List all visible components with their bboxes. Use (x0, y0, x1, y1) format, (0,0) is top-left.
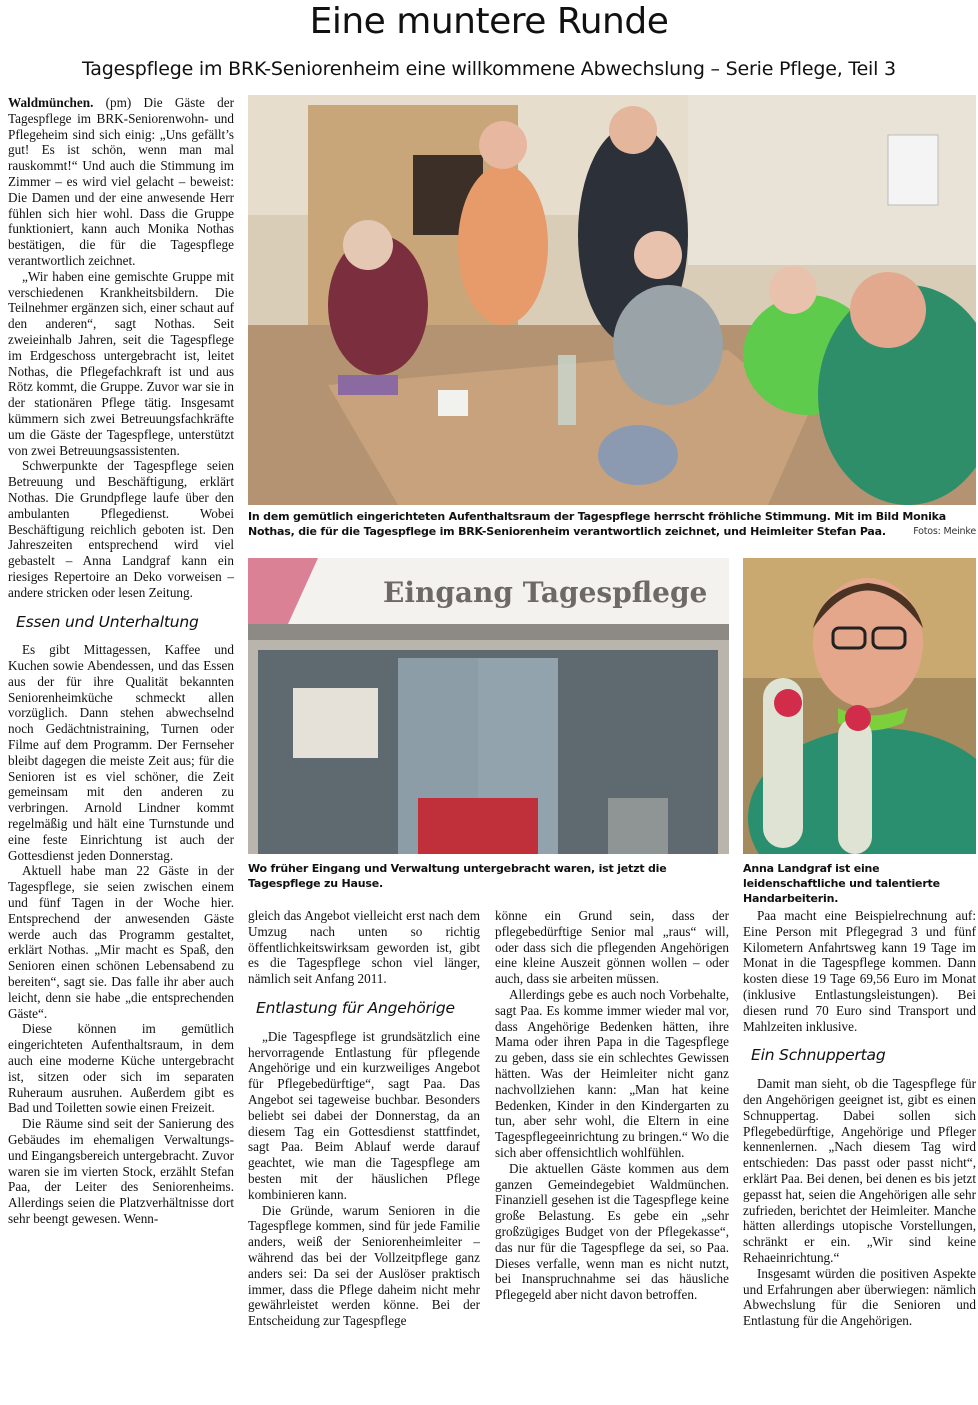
paragraph: „Wir haben eine gemischte Gruppe mit verschiedenen Krankheitsbildern. Die Teilnehmer ergänzen sich, einer schaut auf den anderen“, sagt Nothas. Seit zweieinhalb Jahren, seit die Tagespflege im Erdgeschoss untergebracht ist, leitet Nothas, die Pflegefachkraft ist und aus Rötz kommt, die Gruppe. Zuvor war sie in der stationären Pflege tätig. Insgesamt kümmern sich zwei Betreuungsfachkräfte um die Gäste der Tagespflege, unterstützt von zwei Betreuungsassistenten. (8, 268, 234, 458)
subheadline: Tagespflege im BRK-Seniorenheim eine willkommene Abwechslung – Serie Pflege, Teil 3 (82, 58, 896, 80)
paragraph: gleich das Angebot vielleicht erst nach dem Umzug nach unten so richtig öffentlichkeitswirksam geworden ist, gibt es die Tagespflege schon viel länger, nämlich seit Anfang 2011. (248, 908, 480, 987)
paragraph: Die Räume sind seit der Sanierung des Gebäudes im ehemaligen Verwaltungs- und Eingangsbereich untergebracht. Zuvor waren sie im vierten Stock, erzählt Stefan Paa, der Leiter des Seniorenheims. Allerdings seien die Platzverhältnisse dort sehr beengt gewesen. Wenn- (8, 1116, 234, 1226)
main-photo-caption: In dem gemütlich eingerichteten Aufenthaltsraum der Tagespflege herrscht fröhliche Stimmung. Mit im Bild Monika Nothas, die für die Tagespflege im BRK-Seniorenheim verantwortlich zeichnet, und Heimleiter Stefan Paa. Fotos: Meinke (248, 510, 976, 538)
article-column-3 (495, 908, 729, 1303)
paragraph: Damit man sieht, ob die Tagespflege für den Angehörigen geeignet ist, gibt es einen Schnuppertag. Dabei sollen sich Pflegebedürftige, Angehörige und Pfleger kennenlernen. „Nach diesem Tag wird entschieden: Das passt oder passt nicht“, erklärt Paa. Bei denen, bei denen es bis jetzt gepasst hat, seien die Angehörigen alle sehr zufrieden, berichtet der Heimleiter. Manche hätten allerdings utopische Vorstellungen, schränkt er ein. „Wir sind keine Rehaeinrichtung.“ (743, 1076, 976, 1265)
section-heading: Ein Schnuppertag (751, 1046, 886, 1065)
paragraph: Es gibt Mittagessen, Kaffee und Kuchen sowie Abendessen, und das Essen aus der für ihre Qualität bekannten Seniorenheimküche schmeckt allen vorzüglich. Dann stehen abwechselnd noch Gedächtnistraining, Turnen oder Filme auf dem Programm. Der Fernseher bleibt dagegen die meiste Zeit aus; für die Senioren ist es viel schöner, die Zeit gemeinsam mit den anderen zu verbringen. Arnold Lindner kommt regelmäßig und hält eine Turnstunde und eine feste Einrichtung ist auch der Gottesdienst jeden Donnerstag. (8, 642, 234, 863)
photo-entrance (248, 558, 729, 854)
article-column-1 (8, 95, 234, 1227)
article-column-4 (743, 908, 976, 1329)
photo-day-room (248, 95, 976, 505)
section-heading: Entlastung für Angehörige (256, 998, 455, 1017)
portrait-photo-caption: Anna Landgraf ist eine leidenschaftliche und talentierte Handarbeiterin. (743, 862, 940, 905)
photo-portrait-illustration (743, 558, 976, 854)
dateline: Waldmünchen. (8, 95, 94, 110)
paragraph: Schwerpunkte der Tagespflege seien Betreuung und Beschäftigung, erklärt Nothas. Die Grundpflege laufe über den ambulanten Pflegedienst. Wobei Beschäftigung reichlich geboten ist. Den Jahreszeiten entsprechend wird viel gebastelt – Anna Landgraf kann ein riesiges Repertoire an Deko vorweisen – andere stricken oder lesen Zeitung. (8, 458, 234, 600)
photo-entrance-illustration (248, 558, 729, 854)
entrance-sign-text: Eingang Tagespflege (383, 576, 708, 609)
paragraph: Insgesamt würden die positiven Aspekte und Erfahrungen aber überwiegen: nämlich Abwechslung für die Senioren und Entlastung für die Angehörigen. (743, 1265, 976, 1329)
section-heading: Essen und Unterhaltung (16, 612, 199, 631)
paragraph: Waldmünchen. (pm) Die Gäste der Tagespflege im BRK-Seniorenwohn- und Pflegeheim sind sich einig: „Uns gefällt’s gut! Es ist schön, wenn man mal rauskommt!“ Und auch die Stimmung im Zimmer – es wird viel gelacht – beweist: Die Damen und der eine anwesende Herr fühlen sich hier wohl. Dass die Gruppe funktioniert, kann auch Monika Nothas bestätigen, die für die Tagespflege verantwortlich zeichnet. (8, 95, 234, 268)
photo-portrait (743, 558, 976, 854)
paragraph: Diese können im gemütlich eingerichteten Aufenthaltsraum, in dem auch eine moderne Küche untergebracht ist, sitzen oder sich im separaten Ruheraum ausruhen. Außerdem gibt es Bad und Toiletten sowie einen Freizeit. (8, 1021, 234, 1116)
entrance-photo-caption: Wo früher Eingang und Verwaltung untergebracht waren, ist jetzt die Tagespflege zu Hause. (248, 862, 667, 890)
article-column-2 (248, 908, 480, 1329)
paragraph: könne ein Grund sein, dass der pflegebedürftige Senior mal „raus“ will, oder dass sich die pflegenden Angehörigen eine kleine Auszeit gönnen wollen – oder auch, dass sie arbeiten müssen. (495, 908, 729, 987)
paragraph: Die Gründe, warum Senioren in die Tagespflege kommen, sind für jede Familie anders, weiß der Seniorenheimleiter – während das bei der Vollzeitpflege ganz anders sei: Da sei der Auslöser praktisch immer, dass die Pflege daheim nicht mehr gewährleistet werden könne. Bei der Entscheidung zur Tagespflege (248, 1202, 480, 1329)
paragraph: Allerdings gebe es auch noch Vorbehalte, sagt Paa. Es komme immer wieder mal vor, dass Angehörige Bedenken hätten, ihre Mama oder ihren Papa in die Tagespflege zu geben, dass sie ein schlechtes Gewissen hätten. Was der Heimleiter nicht ganz nachvollziehen kann: „Man hat keine Bedenken, Kinder in den Kindergarten zu tun, aber sehr wohl, die Eltern in eine Tagespflegeeinrichtung zu bringen.“ Wo die sich aber offensichtlich wohlfühlen. (495, 986, 729, 1160)
paragraph: Die aktuellen Gäste kommen aus dem ganzen Gemeindegebiet Waldmünchen. Finanziell gesehen ist die Tagespflege keine große Belastung. Es gebe ein „sehr großzügiges Budget von der Pflegekasse“, das nur für die Tagespflege da sei, so Paa. Dieses verfalle, wenn man es nicht nutzt, bei Inanspruchnahme sei das häusliche Pflegegeld aber nicht davon betroffen. (495, 1160, 729, 1303)
paragraph: „Die Tagespflege ist grundsätzlich eine hervorragende Entlastung für pflegende Angehörige und ein kurzweiliges Angebot für Pflegebedürftige“, sagt Paa. Das Angebot sei tageweise buchbar. Besonders beliebt sei dabei der Donnerstag, da an diesem Tag ein Gottesdienst stattfindet, sagt Paa. Beim Ablauf werde darauf geachtet, wie man die Tagespflege am besten mit der häuslichen Pflege kombinieren kann. (248, 1028, 480, 1202)
paragraph: Aktuell habe man 22 Gäste in der Tagespflege, sie seien zwischen einem und fünf Tagen in der Woche hier. Entsprechend der anwesenden Gäste werde auch das Programm gestaltet, erklärt Nothas. „Mir macht es Spaß, den Senioren einen schönen Lebensabend zu bereiten“, sagt sie. Das falle ihr aber auch leicht, denn sie habe „die entsprechenden Gäste“. (8, 863, 234, 1021)
photo-credit: Fotos: Meinke (913, 526, 976, 537)
paragraph: Paa macht eine Beispielrechnung auf: Eine Person mit Pflegegrad 3 und fünf Kilometern Anfahrtsweg kann 19 Tage im Monat in die Tagespflege kommen. Dann kosten diese 19 Tage 69,56 Euro im Monat (inklusive Entlastungsleistungen). Bei diesen rund 70 Euro sind Transport und Mahlzeiten inklusive. (743, 908, 976, 1034)
photo-day-room-illustration (248, 95, 976, 505)
headline: Eine muntere Runde (309, 1, 669, 42)
